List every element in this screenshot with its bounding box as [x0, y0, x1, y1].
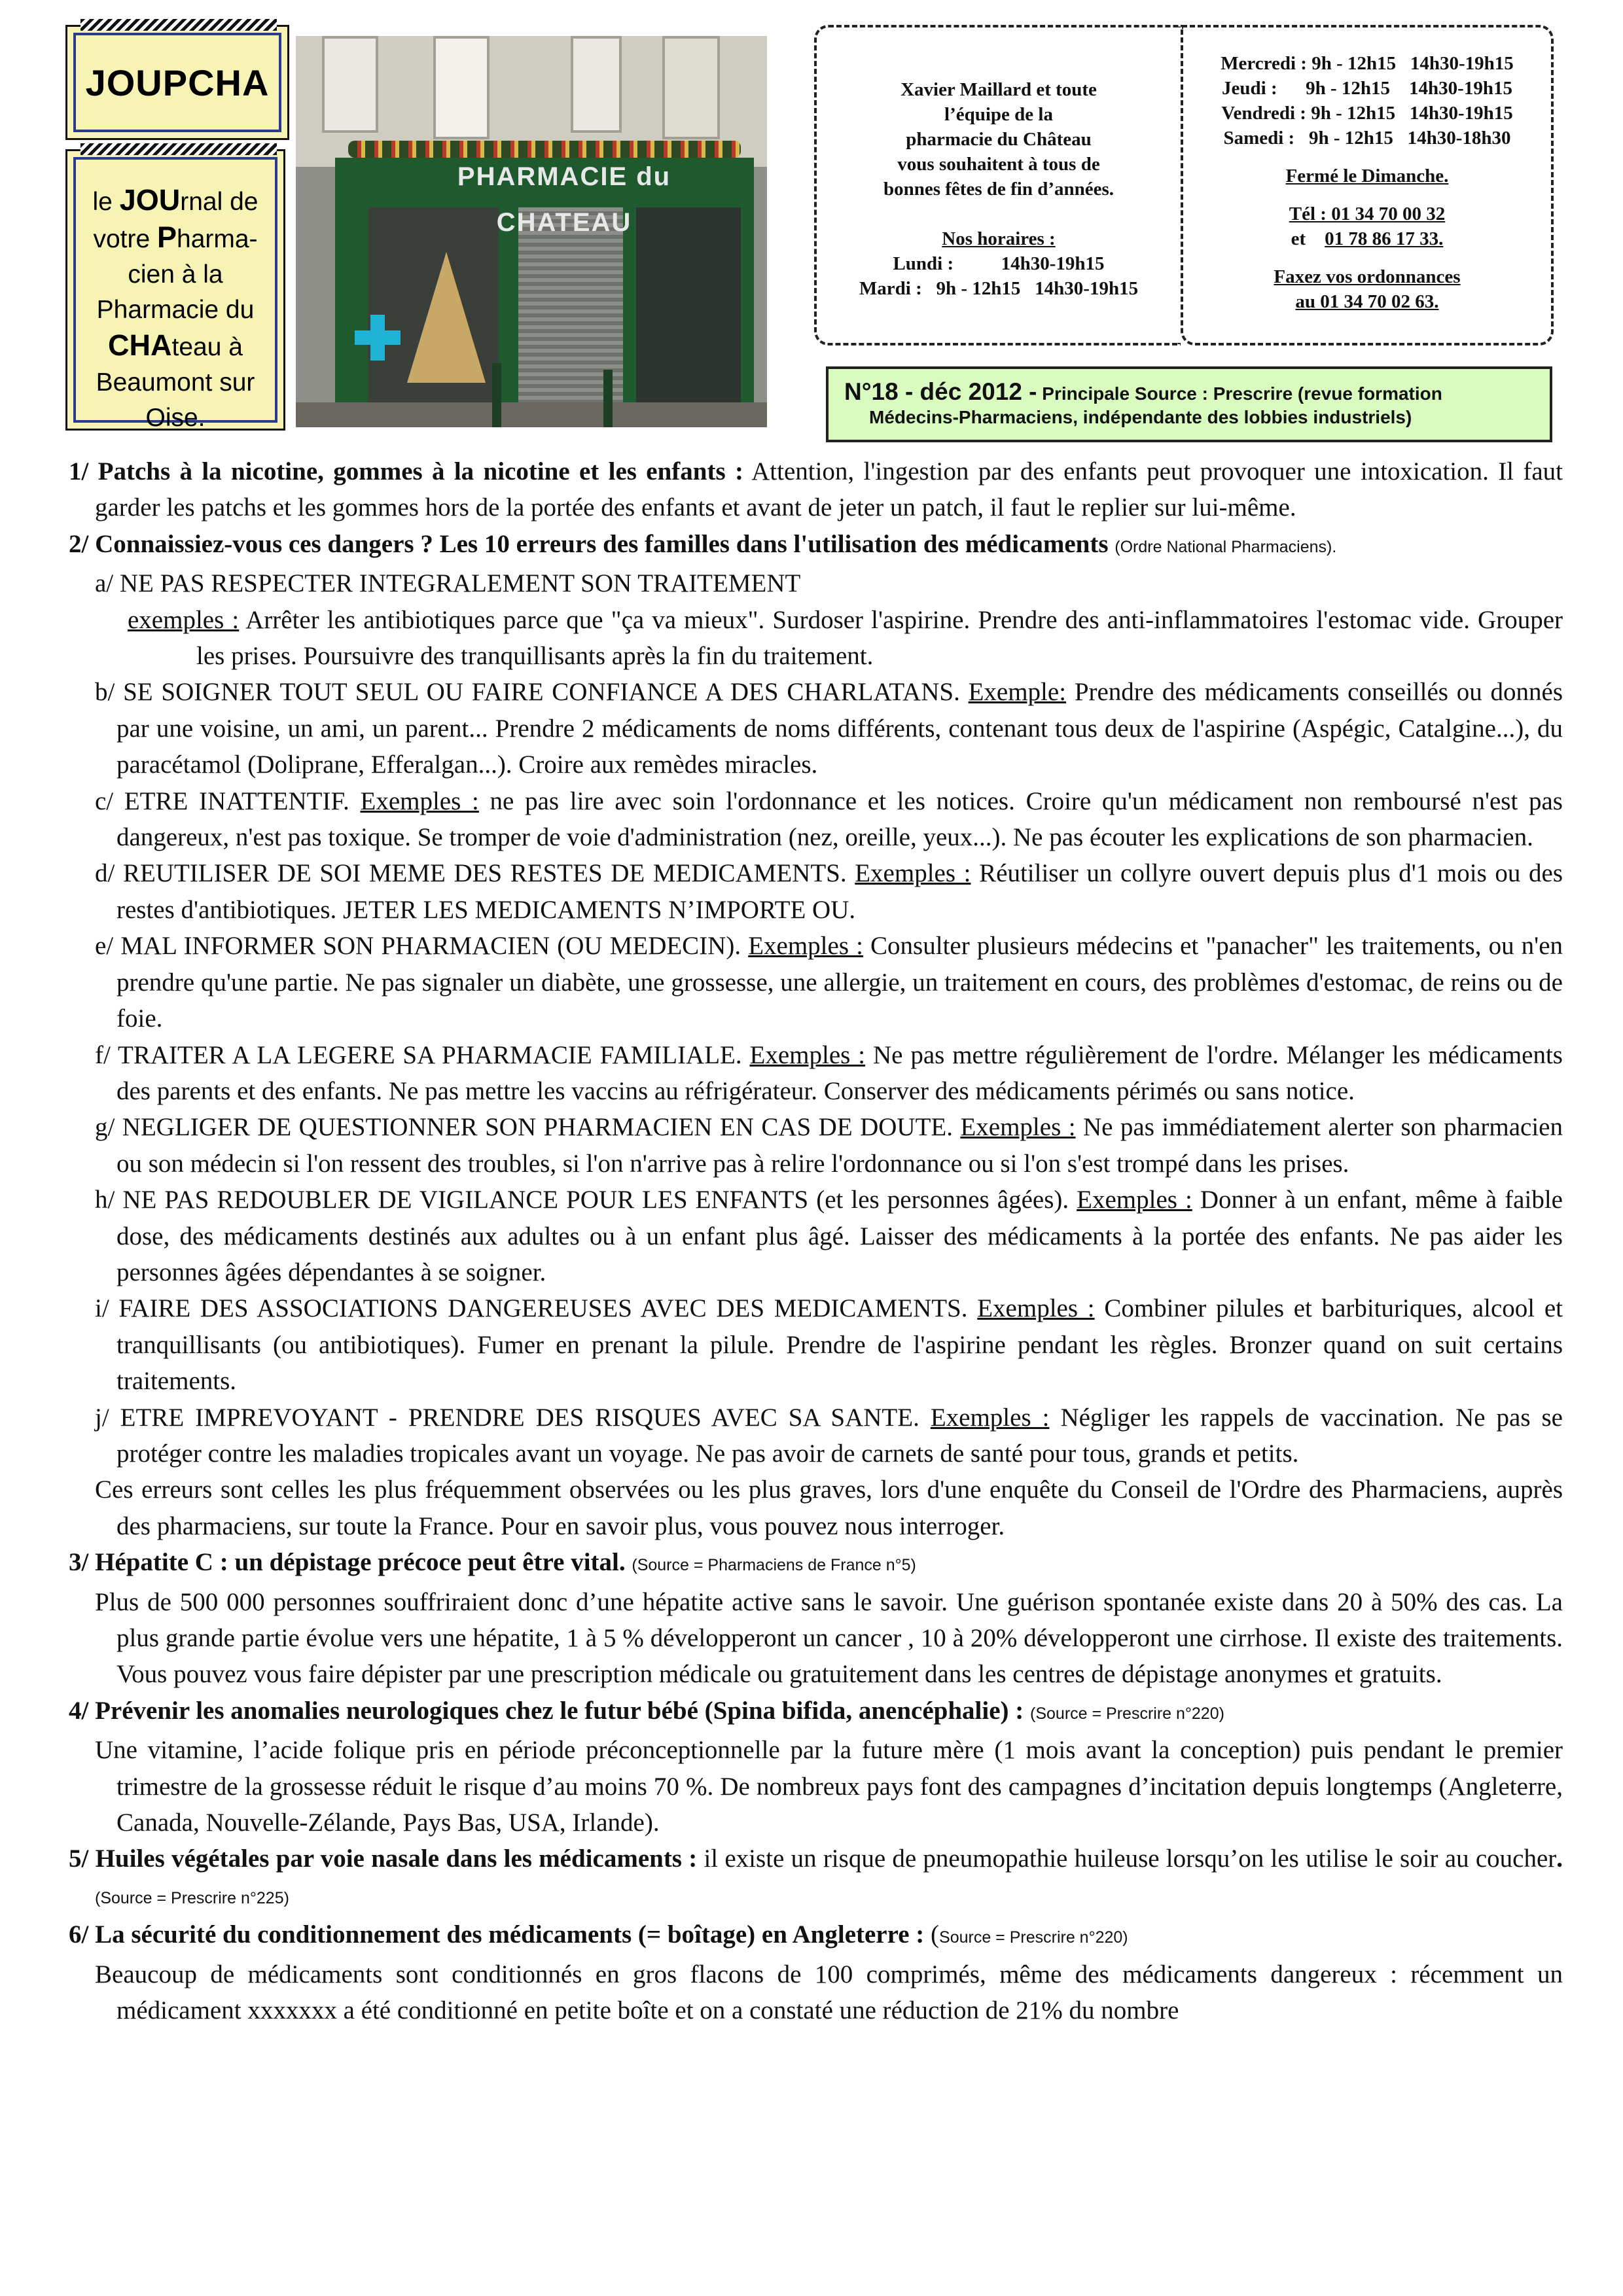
examples-label: Exemples : — [930, 1403, 1050, 1432]
section-source: (Source = Prescrire n°225) — [95, 1888, 289, 1907]
item-heading: f/ TRAITER A LA LEGERE SA PHARMACIE FAMILIALE. — [95, 1040, 750, 1069]
item-heading: g/ NEGLIGER DE QUESTIONNER SON PHARMACIEN EN CAS DE DOUTE. — [95, 1113, 961, 1142]
item-i — [69, 1290, 1563, 1399]
phone-number: 01 78 86 17 33. — [1325, 228, 1444, 249]
section-2-closing: Ces erreurs sont celles les plus fréquemment observées ou les plus graves, lors d'une enquête du Conseil de l'Ordre des Pharmaciens, auprès des pharmaciens, sur toute la France. Pour en savoir plus, vous pouvez nous interroger. — [95, 1475, 1563, 1540]
examples-label: Exemples : — [360, 786, 479, 815]
hours-line: Jeudi : 9h - 12h15 14h30-19h15 — [1222, 78, 1512, 99]
desc-text: harma-cien à la Pharmacie du — [96, 225, 258, 324]
section-title: 1/ Patchs à la nicotine, gommes à la nicotine et les enfants : — [69, 457, 743, 486]
item-f — [69, 1037, 1563, 1110]
greeting-line: Xavier Maillard et toute — [901, 79, 1097, 100]
examples-label: Exemples : — [960, 1113, 1076, 1142]
item-heading: i/ FAIRE DES ASSOCIATIONS DANGEREUSES AVEC DES MEDICAMENTS. — [95, 1294, 978, 1323]
section-title: 3/ Hépatite C : un dépistage précoce peut être vital. — [69, 1548, 626, 1577]
section-source: Source = Prescrire n°220) — [939, 1928, 1128, 1947]
item-c — [69, 783, 1563, 856]
examples-text: Arrêter les antibiotiques parce que "ça va mieux". Surdoser l'aspirine. Prendre des anti-inflammatoires l'estomac vide. Grouper les prises. Poursuivre des tranquillisants après la fin du traitement. — [196, 605, 1563, 671]
issue-banner — [826, 366, 1552, 442]
examples-text: Négliger les rappels de vaccination. Ne pas se protéger contre les maladies tropicales avant un voyage. Ne pas avoir de carnets de santé pour tous, grands et petits. — [116, 1403, 1563, 1468]
greeting-line: l’équipe de la — [944, 104, 1053, 125]
hours-line: Mardi : 9h - 12h15 14h30-19h15 — [859, 278, 1139, 299]
fax-number: au 01 34 70 02 63. — [1295, 291, 1439, 312]
section-4-heading — [69, 1693, 1563, 1732]
examples-label: Exemple: — [968, 678, 1067, 707]
item-heading: j/ ETRE IMPREVOYANT - PRENDRE DES RISQUES AVEC SA SANTE. — [95, 1403, 931, 1432]
journal-title: JOUPCHA — [85, 62, 270, 103]
issue-source-line2: Médecins-Pharmaciens, indépendante des lobbies industriels) — [869, 407, 1412, 427]
section-text-end: . — [1556, 1845, 1563, 1873]
section-title: 2/ Connaissiez-vous ces dangers ? Les 10 erreurs des familles dans l'utilisation des médicaments — [69, 529, 1109, 558]
hours-line: Lundi : 14h30-19h15 — [893, 253, 1105, 274]
examples-label: exemples : — [128, 605, 240, 634]
hours-line: Vendredi : 9h - 12h15 14h30-19h15 — [1221, 103, 1513, 124]
section-text: il existe un risque de pneumopathie huileuse lorsqu’on les utilise le soir au coucher — [697, 1845, 1557, 1873]
section-1 — [69, 453, 1563, 526]
section-6-text: Beaucoup de médicaments sont conditionnés en gros flacons de 100 comprimés, même des médicaments dangereux : récemment un médicament xxxxxxx a été conditionné en petite boîte et on a constaté une réduction de 21% du nombre — [95, 1960, 1563, 2025]
greeting-line: vous souhaitent à tous de — [897, 154, 1100, 175]
hours-box — [1181, 25, 1554, 345]
examples-text: Prendre des médicaments conseillés ou donnés par une voisine, un ami, un parent... Prendre 2 médicaments de noms différents, contenant tous deux de l'aspirine (Aspégic, Catalgine...), du paracétamol (Doliprane, Efferalgan...). Croire aux remèdes miracles. — [116, 678, 1563, 779]
hours-line: Samedi : 9h - 12h15 14h30-18h30 — [1223, 128, 1511, 149]
item-heading: d/ REUTILISER DE SOI MEME DES RESTES DE MEDICAMENTS. — [95, 859, 855, 888]
item-heading: e/ MAL INFORMER SON PHARMACIEN (OU MEDECIN). — [95, 932, 749, 961]
desc-text: teau à Beaumont sur Oise. — [96, 333, 255, 432]
examples-text: Ne pas mettre régulièrement de l'ordre. Mélanger les médicaments des parents et des enfants. Ne pas mettre les vaccins au réfrigérateur. Conserver des médicaments périmés ou sans notice. — [116, 1040, 1563, 1105]
section-3-heading — [69, 1544, 1563, 1583]
fax-label: Faxez vos ordonnances — [1274, 266, 1461, 287]
phone-and: et — [1291, 228, 1306, 249]
desc-emph: P — [156, 221, 177, 254]
hours-title: Nos horaires : — [942, 228, 1056, 249]
examples-text: Consulter plusieurs médecins et "panacher" les traitements, ou n'en prendre qu'une partie. Ne pas signaler un diabète, une grossesse, une allergie, un traitement en cours, des problèmes d'estomac, de reins ou de foie. — [116, 932, 1563, 1033]
item-heading: c/ ETRE INATTENTIF. — [95, 786, 361, 815]
hours-line: Mercredi : 9h - 12h15 14h30-19h15 — [1221, 53, 1514, 74]
section-2-heading — [69, 526, 1563, 565]
greeting-box — [814, 25, 1181, 345]
item-h — [69, 1182, 1563, 1290]
closed-notice: Fermé le Dimanche. — [1285, 166, 1449, 186]
examples-label: Exemples : — [855, 859, 971, 888]
section-text: Attention, l'ingestion par des enfants peut provoquer une intoxication. Il faut garder les patchs et les gommes hors de la portée des enfants et avant de jeter un patch, il faut le replier sur lui-même. — [95, 457, 1563, 522]
issue-number: N°18 - déc 2012 - — [844, 378, 1037, 405]
journal-description — [65, 149, 285, 431]
section-4-text: Une vitamine, l’acide folique pris en période préconceptionnelle par la future mère (1 mois avant la conception) puis pendant le premier trimestre de la grossesse réduit le risque d’au moins 70 %. De nombreux pays font des campagnes d’incitation depuis longtemps (Angleterre, Canada, Nouvelle-Zélande, Pays Bas, USA, Irlande). — [95, 1736, 1563, 1837]
examples-label: Exemples : — [977, 1294, 1095, 1323]
section-source: (Source = Prescrire n°220) — [1030, 1704, 1224, 1723]
greeting-line: bonnes fêtes de fin d’années. — [883, 179, 1115, 200]
section-title: 5/ Huiles végétales par voie nasale dans les médicaments : — [69, 1845, 698, 1873]
desc-text: rnal de votre — [93, 188, 259, 253]
phone-line-2 — [1183, 226, 1551, 251]
item-heading: b/ SE SOIGNER TOUT SEUL OU FAIRE CONFIANCE A DES CHARLATANS. — [95, 678, 969, 707]
examples-text: ne pas lire avec soin l'ordonnance et les notices. Croire qu'un médicament non remboursé n'est pas dangereux, n'est pas toxique. Se tromper de voie d'administration (nez, oreille, yeux...). Ne pas écouter les explications de son pharmacien. — [116, 786, 1563, 852]
item-a: a/ NE PAS RESPECTER INTEGRALEMENT SON TRAITEMENT — [95, 569, 801, 598]
source-paren: ( — [931, 1920, 940, 1949]
section-source: (Ordre National Pharmaciens). — [1115, 537, 1337, 556]
section-title: 4/ Prévenir les anomalies neurologiques chez le futur bébé (Spina bifida, anencéphalie) : — [69, 1696, 1024, 1725]
examples-label: Exemples : — [748, 932, 863, 961]
section-6-heading — [69, 1916, 1563, 1956]
desc-emph: CHA — [108, 328, 172, 362]
greeting-line: pharmacie du Château — [906, 129, 1092, 150]
examples-label: Exemples : — [1077, 1186, 1192, 1214]
item-d — [69, 855, 1563, 928]
item-a-examples — [69, 602, 1563, 675]
shop-sign: PHARMACIE du CHATEAU — [457, 162, 671, 237]
phone-number: Tél : 01 34 70 00 32 — [1289, 203, 1446, 224]
desc-emph: JOU — [119, 183, 181, 217]
item-b — [69, 674, 1563, 783]
section-5 — [69, 1841, 1563, 1916]
desc-text: le — [92, 188, 120, 216]
item-j — [69, 1400, 1563, 1472]
journal-logo — [65, 25, 289, 140]
examples-text: Donner à un enfant, même à faible dose, des médicaments destinés aux adultes ou à un enfant plus âgé. Laisser des médicaments à la portée des enfants. Ne pas aider les personnes âgées dépendantes à se soigner. — [116, 1186, 1563, 1286]
issue-source: Principale Source : Prescrire (revue formation — [1037, 383, 1442, 404]
section-source: (Source = Pharmaciens de France n°5) — [632, 1556, 916, 1575]
section-title: 6/ La sécurité du conditionnement des médicaments (= boîtage) en Angleterre : — [69, 1920, 925, 1949]
item-g — [69, 1109, 1563, 1182]
item-e — [69, 928, 1563, 1036]
item-heading: h/ NE PAS REDOUBLER DE VIGILANCE POUR LES ENFANTS (et les personnes âgées). — [95, 1186, 1077, 1214]
examples-label: Exemples : — [749, 1040, 866, 1069]
examples-text: Ne pas immédiatement alerter son pharmacien ou son médecin si l'on ressent des troubles, si l'on n'arrive pas à relire l'ordonnance ou si l'on s'est trompé dans les prises. — [116, 1113, 1563, 1178]
examples-text: Réutiliser un collyre ouvert depuis plus d'1 mois ou des restes d'antibiotiques. JETER LES MEDICAMENTS N’IMPORTE OU. — [116, 859, 1563, 924]
section-3-text: Plus de 500 000 personnes souffriraient donc d’une hépatite active sans le savoir. Une guérison spontanée existe dans 20 à 50% des cas. La plus grande partie évolue vers une hépatite, 1 à 5 % développeront un cancer , 10 à 20% développeront une cirrhose. Il existe des traitements. Vous pouvez vous faire dépister par une prescription médicale ou gratuitement dans les centres de dépistage anonymes et gratuits. — [95, 1587, 1563, 1689]
article-body — [69, 453, 1563, 2028]
pharmacy-photo — [296, 36, 767, 427]
examples-text: Combiner pilules et barbituriques, alcool et tranquillisants (ou antibiotiques). Fumer en prenant la pilule. Prendre de l'aspirine pendant les règles. Bronzer quand on suit certains traitements. — [116, 1294, 1563, 1396]
